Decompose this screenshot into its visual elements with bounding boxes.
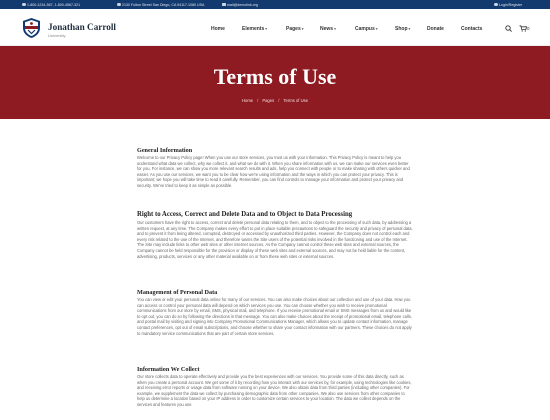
top-info-bar bbox=[0, 0, 550, 9]
nav-contacts[interactable] bbox=[461, 26, 482, 32]
section-heading: General Information bbox=[137, 147, 193, 154]
nav-elements[interactable] bbox=[242, 26, 267, 32]
nav-pages[interactable] bbox=[286, 26, 304, 32]
location-pin-icon bbox=[117, 3, 121, 7]
phone-icon bbox=[22, 3, 26, 7]
chevron-down-icon: ▾ bbox=[301, 27, 304, 31]
section-text: You can view or edit your personal data online for many of our services. You can also make choices about our collection and use of your data. How you can access or control your personal data will depend on which services you use. You can choose whether you wish to receive promotional communications from our store by email, SMS, physical mail, and telephone. If you receive promotional email or SMS messages from us and would like to opt out, you can do so by following the directions in that message. You can also make choices about the receipt of promotional email, telephone calls, and postal mail by visiting and signing into Company Promotional Communications Manager, which allows you to update contact information, manage contact preferences, opt out of email subscriptions, and choose whether to share your contact information with our partners. These choices do not apply to mandatory service communications that are part of certain store services. bbox=[137, 297, 412, 336]
page-title: Terms of Use bbox=[213, 64, 337, 89]
site-header bbox=[0, 9, 550, 46]
nav-label: Contacts bbox=[461, 26, 483, 32]
shopping-cart-icon[interactable] bbox=[519, 25, 527, 32]
cart-count: 0 bbox=[527, 26, 530, 31]
brand-subtitle: University bbox=[48, 33, 66, 38]
breadcrumb bbox=[0, 98, 550, 103]
brand-name[interactable]: Jonathan Carroll bbox=[48, 22, 116, 32]
section-text: Welcome to our Privacy Policy page! When you use our store services, you trust us with your information. This Privacy Policy is meant to help you understand what data we collect, why we collect it, and what we do with it. When you share information with us, we can make our services even better for you. For instance, we can show you more relevant search results and ads, help you connect with people or to make sharing with others quicker and easier. As you use our services, we want you to be clear how we're using information and the ways in which you can protect your privacy. This is important; we hope you will take time to read it carefully. Remember, you can find controls to manage your information and protect your privacy and security. We've tried to keep it as simple as possible. bbox=[137, 155, 410, 188]
nav-label: Elements bbox=[242, 26, 265, 32]
section-heading: Management of Personal Data bbox=[137, 289, 218, 296]
login-text: Login/Register bbox=[499, 2, 523, 7]
section-text: Our store collects data to operate effectively and provide you the best experiences with our services. You provide some of this data directly, such as when you create a personal account. We get some of it by recording how you interact with our services by, for example, using technologies like cookies, and receiving error reports or usage data from software running on your device. We also obtain data from third parties (including other companies). For example, we supplement the data we collect by purchasing demographic data from other companies. We also use services from other companies to help us determine a location based on your IP address in order to customize certain services to your location. The data we collect depends on the services and features you use. bbox=[137, 374, 412, 407]
nav-label: Donate bbox=[427, 26, 444, 32]
address-text: 2130 Fulton Street San Diego, CA 94117-1080 USA bbox=[122, 2, 205, 7]
breadcrumb-current: Terms of Use bbox=[283, 98, 309, 103]
nav-label: News bbox=[320, 26, 334, 32]
nav-label: Campus bbox=[355, 26, 375, 32]
email-info[interactable] bbox=[222, 3, 258, 7]
address-info bbox=[117, 3, 204, 7]
nav-donate[interactable] bbox=[427, 26, 444, 32]
chevron-down-icon: ▾ bbox=[375, 27, 378, 31]
search-icon[interactable] bbox=[505, 25, 512, 32]
phone-info[interactable] bbox=[22, 3, 80, 7]
phone-text: 1-800-1234-567, 1-800-4567-321 bbox=[27, 2, 81, 7]
breadcrumb-separator: / bbox=[278, 98, 280, 103]
user-icon bbox=[494, 3, 498, 7]
breadcrumb-separator: / bbox=[257, 98, 259, 103]
nav-shop[interactable] bbox=[395, 26, 410, 32]
nav-label: Pages bbox=[286, 26, 301, 32]
login-register-link[interactable] bbox=[494, 3, 522, 7]
breadcrumb-home[interactable]: Home bbox=[241, 98, 254, 103]
envelope-icon bbox=[222, 3, 226, 7]
nav-campus[interactable] bbox=[355, 26, 378, 32]
chevron-down-icon: ▾ bbox=[408, 27, 411, 31]
nav-label: Shop bbox=[395, 26, 408, 32]
university-crest-logo[interactable] bbox=[21, 17, 42, 39]
section-heading: Information We Collect bbox=[137, 366, 200, 373]
nav-news[interactable] bbox=[320, 26, 336, 32]
chevron-down-icon: ▾ bbox=[334, 27, 336, 31]
email-text: mail@demolink.org bbox=[227, 2, 258, 7]
chevron-down-icon: ▾ bbox=[265, 27, 268, 31]
section-text: Our customers have the right to access, correct and delete personal data relating to them, and to object to the processing of such data, by addressing a written request, at any time. The Company makes every effort to put in place suitable precautions to safeguard the security and privacy of personal data, and to prevent it from being altered, corrupted, destroyed or accessed by unauthorized third parties. However, the Company does not control each and every risk related to the use of the Internet, and therefore warns the Site users of the potential risks involved in the functioning and use of the Internet. The Site may include links to other web sites or other internet sources. As the Company cannot control these web sites and external sources, the Company cannot be held responsible for the provision or display of these web sites and external sources, and may not be held liable for the content, advertising, products, services or any other material available on or from these web sites or external sources. bbox=[137, 220, 413, 259]
nav-home[interactable] bbox=[211, 26, 225, 32]
section-heading: Right to Access, Correct and Delete Data and to Object to Data Processing bbox=[137, 211, 353, 218]
nav-label: Home bbox=[211, 26, 225, 32]
breadcrumb-pages[interactable]: Pages bbox=[262, 98, 275, 103]
